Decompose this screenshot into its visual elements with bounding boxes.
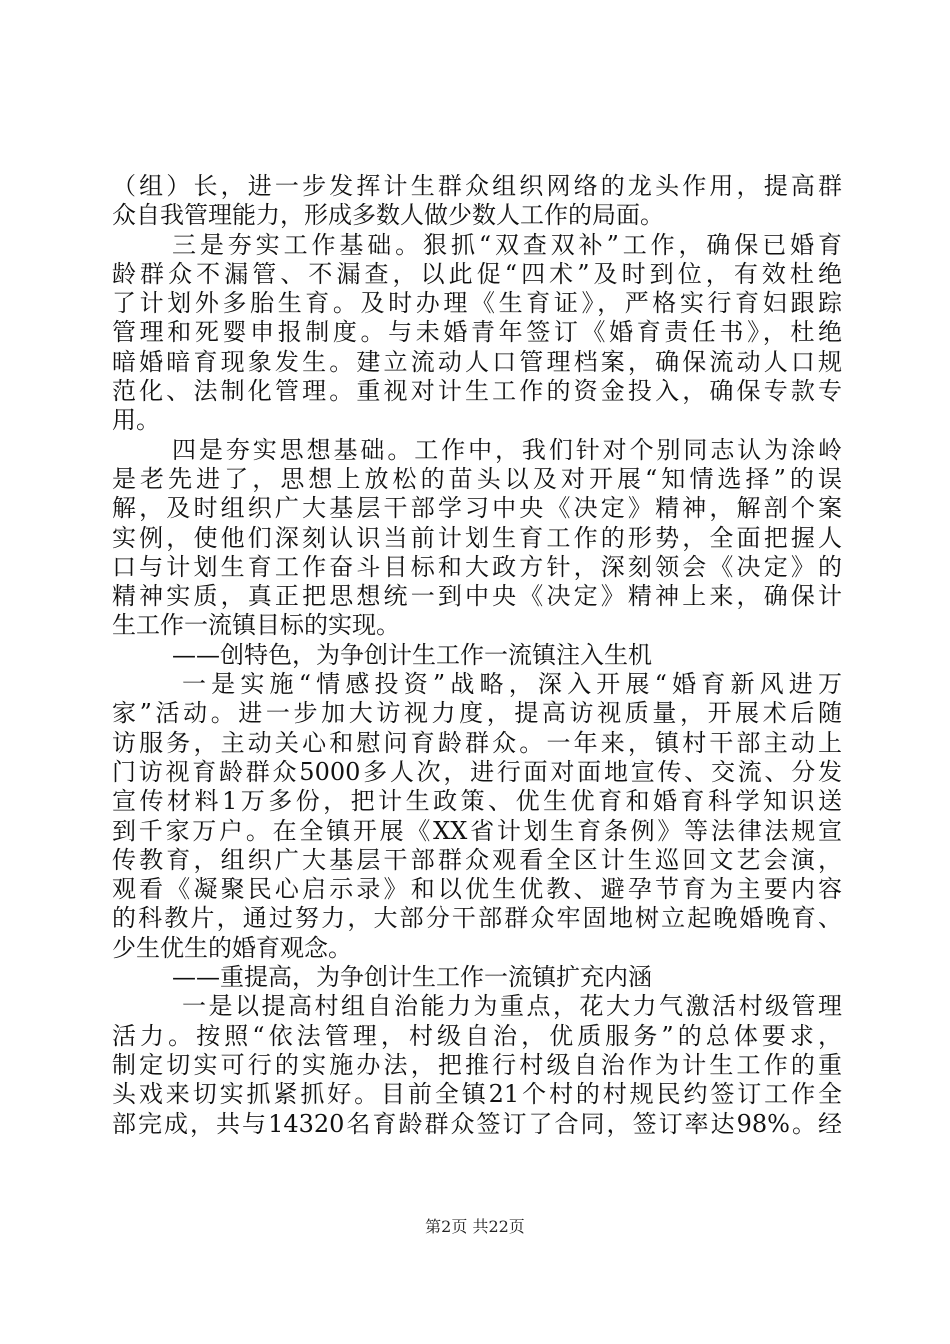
text-line: 范化、法制化管理。重视对计生工作的资金投入，确保专款专 (112, 377, 842, 406)
text-line: 一是以提高村组自治能力为重点，花大力气激活村级管理 (182, 992, 842, 1021)
text-line: 活力。按照“依法管理，村级自治，优质服务”的总体要求， (112, 1021, 842, 1050)
text-line: 一是实施“情感投资”战略，深入开展“婚育新风进万 (182, 670, 842, 699)
text-line: 管理和死婴申报制度。与未婚青年签订《婚育责任书》，杜绝 (112, 318, 842, 347)
text-line: 到千家万户。在全镇开展《XX省计划生育条例》等法律法规宣 (112, 816, 842, 845)
text-line: 少生优生的婚育观念。 (112, 933, 352, 962)
text-line: 家”活动。进一步加大访视力度，提高访视质量，开展术后随 (112, 699, 842, 728)
text-line: 观看《凝聚民心启示录》和以优生优教、避孕节育为主要内容 (112, 875, 842, 904)
text-line: 精神实质，真正把思想统一到中央《决定》精神上来，确保计 (112, 582, 842, 611)
page-footer: 第2页 共22页 (425, 1217, 525, 1236)
text-line: 的科教片，通过努力，大部分干部群众牢固地树立起晚婚晚育、 (112, 904, 842, 933)
text-line: 门访视育龄群众5000多人次，进行面对面地宣传、交流、分发 (112, 757, 842, 786)
text-line: 暗婚暗育现象发生。建立流动人口管理档案，确保流动人口规 (112, 347, 842, 376)
text-line: 龄群众不漏管、不漏查，以此促“四术”及时到位，有效杜绝 (112, 259, 842, 288)
text-line: （组）长，进一步发挥计生群众组织网络的龙头作用，提高群 (112, 172, 842, 200)
text-line: 制定切实可行的实施办法，把推行村级自治作为计生工作的重 (112, 1050, 842, 1079)
text-line: 了计划外多胎生育。及时办理《生育证》，严格实行育妇跟踪 (112, 289, 842, 318)
text-line: ——重提高，为争创计生工作一流镇扩充内涵 (172, 963, 652, 992)
text-line: 部完成，共与14320名育龄群众签订了合同，签订率达98%。经 (112, 1109, 842, 1138)
text-line: 是老先进了，思想上放松的苗头以及对开展“知情选择”的误 (112, 464, 842, 493)
text-line: 口与计划生育工作奋斗目标和大政方针，深刻领会《决定》的 (112, 552, 842, 581)
text-line: 三是夯实工作基础。狠抓“双查双补”工作，确保已婚育 (172, 230, 842, 259)
text-line: 宣传材料1万多份，把计生政策、优生优育和婚育科学知识送 (112, 787, 842, 816)
text-line: 访服务，主动关心和慰问育龄群众。一年来，镇村干部主动上 (112, 728, 842, 757)
text-line: 解，及时组织广大基层干部学习中央《决定》精神，解剖个案 (112, 494, 842, 523)
text-line: 传教育，组织广大基层干部群众观看全区计生巡回文艺会演， (112, 845, 842, 874)
text-line: 头戏来切实抓紧抓好。目前全镇21个村的村规民约签订工作全 (112, 1080, 842, 1109)
text-line: 众自我管理能力，形成多数人做少数人工作的局面。 (112, 201, 664, 230)
text-line: 实例，使他们深刻认识当前计划生育工作的形势，全面把握人 (112, 523, 842, 552)
text-line: 生工作一流镇目标的实现。 (112, 611, 400, 640)
text-line: 四是夯实思想基础。工作中，我们针对个别同志认为涂岭 (172, 435, 842, 464)
text-line: ——创特色，为争创计生工作一流镇注入生机 (172, 640, 652, 669)
text-line: 用。 (112, 406, 160, 435)
document-body (112, 172, 842, 1139)
